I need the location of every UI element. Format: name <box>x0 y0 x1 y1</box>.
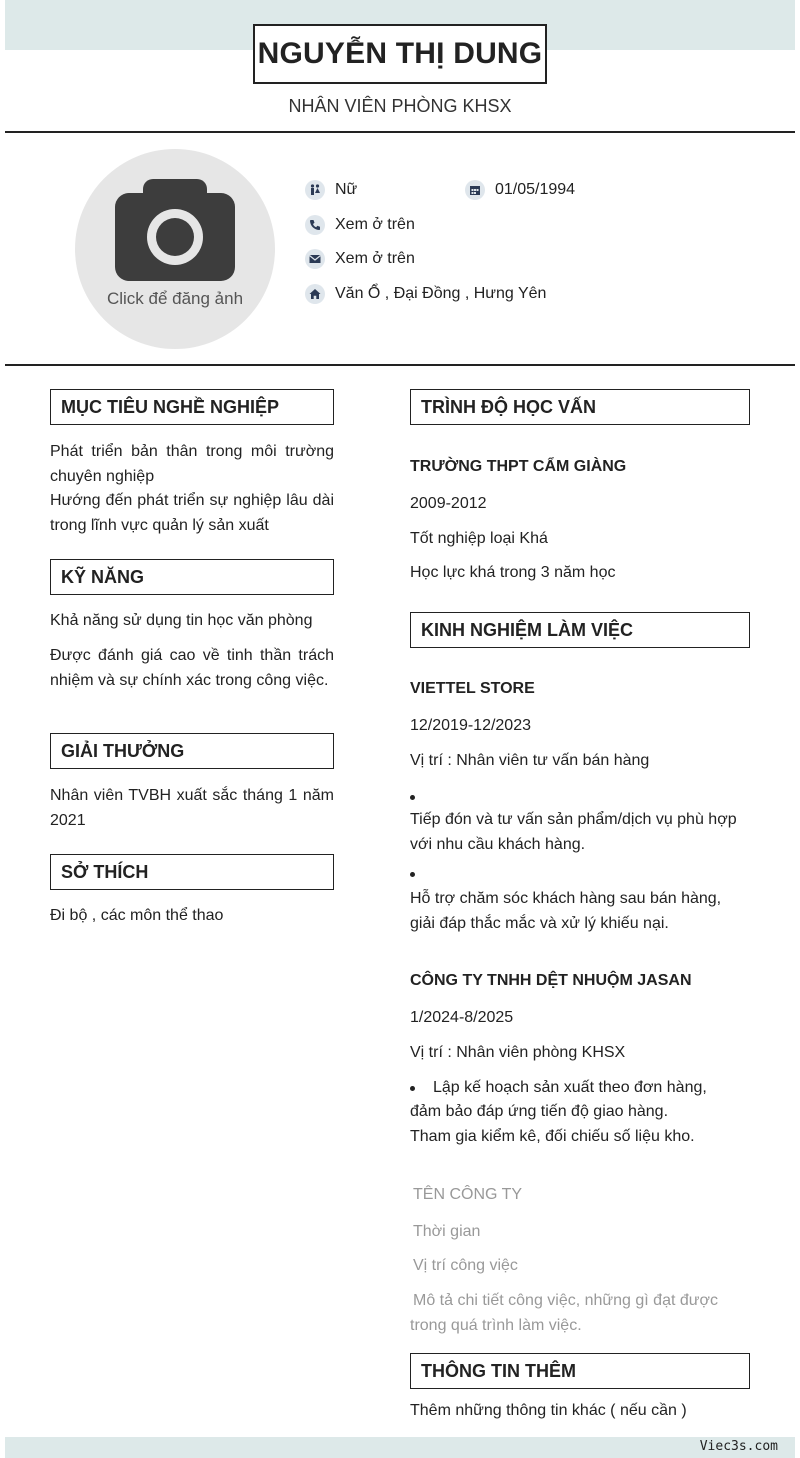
dob-row[interactable] <box>465 180 575 200</box>
job1-position[interactable]: Vị trí : Nhân viên tư vấn bán hàng <box>410 752 650 769</box>
divider-middle <box>5 364 795 366</box>
placeholder-company[interactable]: TÊN CÔNG TY <box>413 1186 523 1203</box>
job2-task-1b[interactable]: đảm bảo đáp ứng tiến độ giao hàng. <box>410 1103 669 1120</box>
bullet <box>410 1086 415 1091</box>
bullet <box>410 795 415 800</box>
education-detail[interactable]: Học lực khá trong 3 năm học <box>410 564 616 581</box>
gender-icon <box>305 180 325 200</box>
phone-icon <box>305 215 325 235</box>
education-result[interactable]: Tốt nghiệp loại Khá <box>410 530 548 547</box>
mail-icon <box>305 249 325 269</box>
email-row[interactable] <box>305 249 415 269</box>
hobbies-heading[interactable]: SỞ THÍCH <box>50 854 334 890</box>
job2-task-1a[interactable]: Lập kế hoạch sản xuất theo đơn hàng, <box>433 1079 707 1096</box>
job-title[interactable]: NHÂN VIÊN PHÒNG KHSX <box>288 96 512 116</box>
job1-task-2[interactable]: Hỗ trợ chăm sóc khách hàng sau bán hàng, giải đáp thắc mắc và xử lý khiếu nại. <box>410 890 722 932</box>
avatar-label: Click để đăng ảnh <box>106 289 244 308</box>
extra-line-1[interactable]: Thêm những thông tin khác ( nếu cần ) <box>410 1402 687 1419</box>
education-period[interactable]: 2009-2012 <box>410 495 487 512</box>
bullet <box>410 872 415 877</box>
camera-icon <box>115 179 235 285</box>
job2-position[interactable]: Vị trí : Nhân viên phòng KHSX <box>410 1044 626 1061</box>
job1-task-1[interactable]: Tiếp đón và tư vấn sản phẩm/dịch vụ phù hợp với nhu cầu khách hàng. <box>410 811 737 853</box>
home-icon <box>305 284 325 304</box>
gender-row[interactable] <box>305 180 357 200</box>
placeholder-period[interactable]: Thời gian <box>413 1223 481 1240</box>
gender-value: Nữ <box>335 181 358 198</box>
objective-line-2[interactable]: Hướng đến phát triển sự nghiệp lâu dài trong lĩnh vực quản lý sản xuất <box>50 492 334 534</box>
extra-heading[interactable]: THÔNG TIN THÊM <box>410 1353 750 1389</box>
hobbies-line-1[interactable]: Đi bộ , các môn thể thao <box>50 907 224 924</box>
divider-top <box>5 131 795 133</box>
job1-period[interactable]: 12/2019-12/2023 <box>410 717 531 734</box>
footer-band <box>5 1437 795 1458</box>
education-school[interactable]: TRƯỜNG THPT CẨM GIÀNG <box>410 458 627 475</box>
calendar-icon <box>465 180 485 200</box>
awards-heading[interactable]: GIẢI THƯỞNG <box>50 733 334 769</box>
education-heading[interactable]: TRÌNH ĐỘ HỌC VẤN <box>410 389 750 425</box>
skills-line-2[interactable]: Được đánh giá cao về tinh thần trách nhiệm và sự chính xác trong công việc. <box>50 647 334 689</box>
experience-heading[interactable]: KINH NGHIỆM LÀM VIỆC <box>410 612 750 648</box>
job2-period[interactable]: 1/2024-8/2025 <box>410 1009 514 1026</box>
job2-company[interactable]: CÔNG TY TNHH DỆT NHUỘM JASAN <box>410 972 692 989</box>
candidate-name[interactable]: NGUYỄN THỊ DUNG <box>253 24 547 84</box>
address-value: Văn Ổ , Đại Đồng , Hưng Yên <box>335 285 547 302</box>
phone-row[interactable] <box>305 215 415 235</box>
address-row[interactable] <box>305 284 546 304</box>
placeholder-description[interactable]: Mô tả chi tiết công việc, những gì đạt được trong quá trình làm việc. <box>410 1292 718 1334</box>
placeholder-position[interactable]: Vị trí công việc <box>413 1257 518 1274</box>
objective-heading[interactable]: MỤC TIÊU NGHỀ NGHIỆP <box>50 389 334 425</box>
phone-value: Xem ở trên <box>335 216 415 233</box>
skills-line-1[interactable]: Khả năng sử dụng tin học văn phòng <box>50 612 313 629</box>
avatar-upload[interactable] <box>75 149 275 349</box>
dob-value: 01/05/1994 <box>495 181 576 198</box>
awards-line-1[interactable]: Nhân viên TVBH xuất sắc tháng 1 năm 2021 <box>50 787 334 829</box>
objective-line-1[interactable]: Phát triển bản thân trong môi trường chuyên nghiệp <box>50 443 334 485</box>
skills-heading[interactable]: KỸ NĂNG <box>50 559 334 595</box>
job1-company[interactable]: VIETTEL STORE <box>410 680 535 697</box>
email-value: Xem ở trên <box>335 250 415 267</box>
brand-watermark: Viec3s.com <box>699 1439 778 1454</box>
job2-task-1c[interactable]: Tham gia kiểm kê, đối chiếu số liệu kho. <box>410 1128 695 1145</box>
